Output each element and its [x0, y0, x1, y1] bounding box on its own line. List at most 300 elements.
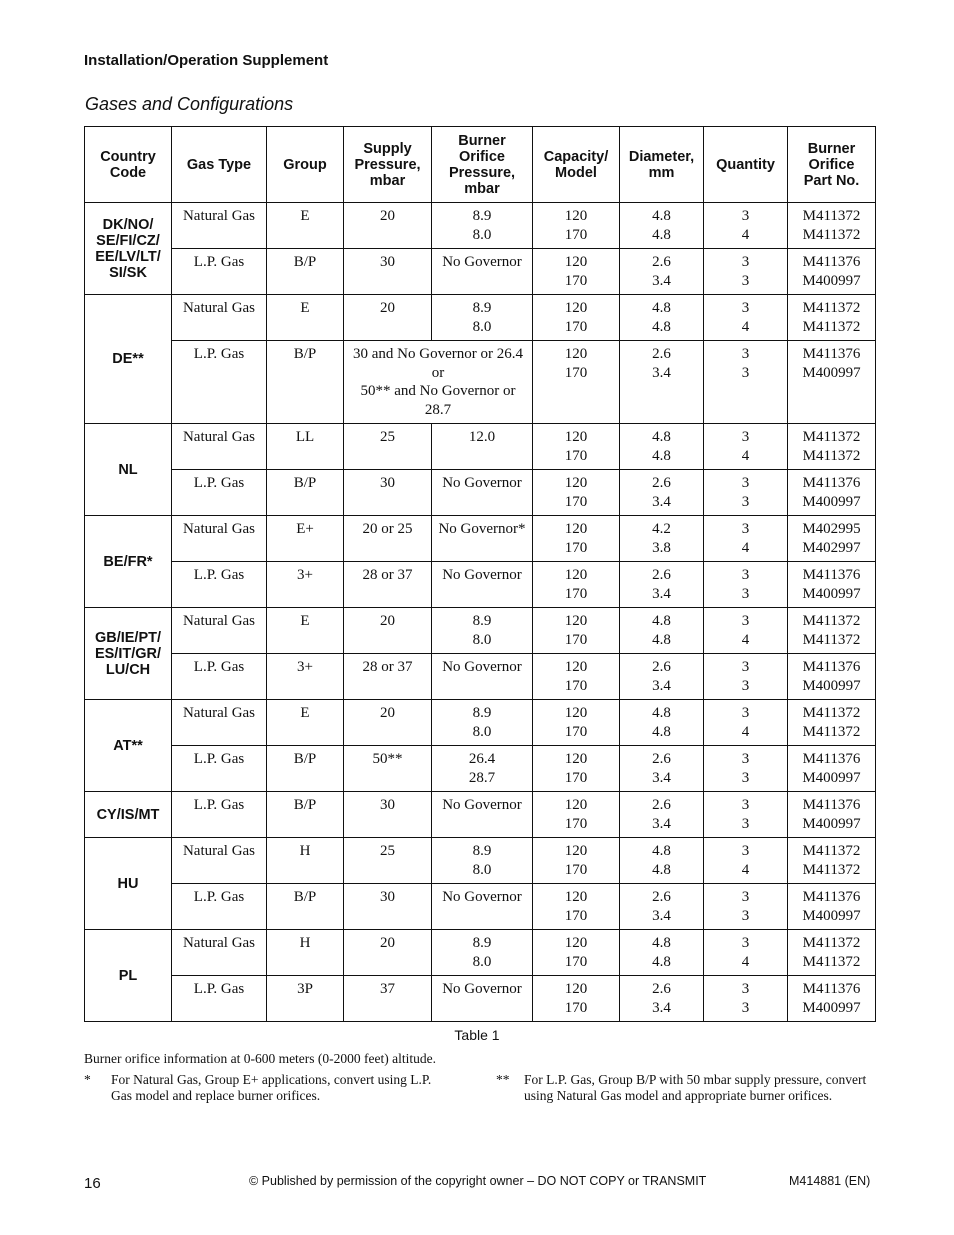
header-line: Group	[283, 156, 327, 173]
cell-value: 4	[741, 539, 750, 556]
cell-value: 30 and No Governor or 26.4	[353, 346, 523, 362]
cell-value: 120	[564, 475, 588, 491]
group-cell: 3+	[267, 654, 344, 700]
header-line: Burner	[807, 140, 856, 157]
cell-value: 2.6	[652, 751, 671, 767]
table-caption: Table 1	[454, 1027, 500, 1043]
cell-value: 8.9	[472, 208, 492, 224]
cell-value: 3	[741, 475, 750, 491]
country-code-cell	[85, 516, 172, 608]
table-row	[85, 976, 876, 1022]
cell-value: M411372	[802, 208, 861, 224]
cell-value: 8.9	[472, 843, 492, 859]
group-cell: B/P	[267, 249, 344, 295]
cell-value: 3	[741, 705, 750, 721]
group-cell: E	[267, 203, 344, 249]
orifice-pressure-cell	[432, 838, 533, 884]
cell-value: M400997	[802, 493, 861, 510]
cell-value: or	[431, 364, 445, 381]
cell-value: 4.8	[652, 208, 671, 224]
quantity-cell	[704, 295, 788, 341]
cell-value: 170	[564, 677, 588, 694]
country-code-cell	[85, 700, 172, 792]
cell-value: 170	[564, 769, 588, 786]
group-cell: B/P	[267, 792, 344, 838]
table-row	[85, 295, 876, 341]
cell-value: DE**	[112, 351, 144, 367]
cell-value: 170	[564, 999, 588, 1016]
cell-value: 120	[564, 935, 588, 951]
cell-value: 26.4	[468, 751, 496, 767]
diameter-cell	[620, 746, 704, 792]
cell-value: 170	[564, 539, 588, 556]
orifice-pressure-cell	[432, 654, 533, 700]
country-code-cell	[85, 295, 172, 424]
quantity-cell	[704, 424, 788, 470]
part-number-cell	[788, 295, 876, 341]
quantity-cell	[704, 249, 788, 295]
cell-value: 4	[741, 631, 750, 648]
cell-value: 8.0	[472, 631, 492, 648]
cell-value: 3.4	[652, 769, 671, 786]
cell-value: 3.4	[652, 999, 671, 1016]
cell-value: HU	[117, 875, 139, 892]
cell-value: 4.8	[652, 226, 671, 243]
cell-value: 28 or 37	[362, 659, 413, 675]
cell-value: M411372	[802, 613, 861, 629]
cell-value: M411372	[802, 300, 861, 316]
cell-value: No Governor	[442, 475, 522, 491]
cell-value: M411372	[802, 429, 861, 445]
quantity-cell	[704, 838, 788, 884]
cell-value: M400997	[802, 999, 861, 1016]
country-code-cell	[85, 838, 172, 930]
cell-value: 3	[741, 521, 750, 537]
cell-value: M411372	[802, 705, 861, 721]
part-number-cell	[788, 203, 876, 249]
diameter-cell	[620, 249, 704, 295]
cell-value: 120	[564, 659, 588, 675]
cell-value: 20	[380, 300, 395, 316]
part-number-cell	[788, 746, 876, 792]
cell-value: M411376	[802, 981, 861, 997]
cell-value: M411376	[802, 889, 861, 905]
cell-value: M400997	[802, 585, 861, 602]
quantity-cell	[704, 746, 788, 792]
table-body	[85, 203, 876, 1022]
capacity-model-cell	[533, 424, 620, 470]
cell-value: No Governor	[442, 659, 522, 675]
quantity-cell	[704, 203, 788, 249]
gas-type-cell: Natural Gas	[172, 700, 267, 746]
cell-value: 2.6	[652, 346, 671, 362]
cell-value: M411372	[802, 226, 861, 243]
quantity-cell	[704, 516, 788, 562]
cell-value: 28.7	[424, 401, 452, 418]
footnote-mark: **	[496, 1072, 510, 1087]
cell-value: PL	[118, 967, 138, 984]
table-row	[85, 470, 876, 516]
header-line: Orifice	[459, 148, 505, 165]
header-line: Orifice	[808, 156, 855, 173]
supply-pressure-cell	[344, 516, 432, 562]
country-code-cell	[85, 930, 172, 1022]
gas-type-cell: L.P. Gas	[172, 470, 267, 516]
part-number-cell	[788, 838, 876, 884]
cell-value: 3	[741, 613, 750, 629]
cell-value: No Governor	[442, 889, 522, 905]
capacity-model-cell	[533, 654, 620, 700]
group-cell: LL	[267, 424, 344, 470]
cell-value: 170	[564, 318, 588, 335]
diameter-cell	[620, 203, 704, 249]
cell-value: 8.9	[472, 613, 492, 629]
group-cell: B/P	[267, 470, 344, 516]
cell-value: M411376	[802, 797, 861, 813]
diameter-cell	[620, 424, 704, 470]
cell-value: 8.0	[472, 723, 492, 740]
header-line: mbar	[369, 172, 406, 189]
group-cell: E	[267, 295, 344, 341]
header-line: Gas Type	[186, 156, 252, 173]
cell-value: 170	[564, 861, 588, 878]
document-id: M414881 (EN)	[789, 1174, 871, 1188]
cell-value: 170	[564, 815, 588, 832]
cell-value: SI/SK	[109, 264, 147, 281]
header-line: Code	[109, 164, 147, 181]
cell-value: 50** and No Governor or	[360, 383, 516, 399]
quantity-cell	[704, 562, 788, 608]
cell-value: 120	[564, 429, 588, 445]
cell-value: 170	[564, 447, 588, 464]
cell-value: 120	[564, 751, 588, 767]
cell-value: 170	[564, 226, 588, 243]
group-cell: B/P	[267, 341, 344, 424]
cell-value: 3	[741, 659, 750, 675]
capacity-model-cell	[533, 516, 620, 562]
cell-value: 3	[741, 585, 750, 602]
cell-value: M400997	[802, 677, 861, 694]
table-row	[85, 249, 876, 295]
table-row	[85, 884, 876, 930]
cell-value: 4.8	[652, 447, 671, 464]
cell-value: 4.8	[652, 631, 671, 648]
table-row	[85, 838, 876, 884]
group-cell: H	[267, 930, 344, 976]
cell-value: M411372	[802, 861, 861, 878]
country-code-cell	[85, 792, 172, 838]
gas-type-cell: Natural Gas	[172, 608, 267, 654]
cell-value: 25	[380, 843, 395, 859]
cell-value: 3	[741, 751, 750, 767]
supply-pressure-cell	[344, 838, 432, 884]
table-row	[85, 516, 876, 562]
capacity-model-cell	[533, 838, 620, 884]
capacity-model-cell	[533, 203, 620, 249]
cell-value: 170	[564, 953, 588, 970]
cell-value: 120	[564, 797, 588, 813]
gas-type-cell: Natural Gas	[172, 424, 267, 470]
group-cell: E	[267, 700, 344, 746]
gas-type-cell: L.P. Gas	[172, 976, 267, 1022]
group-cell: E+	[267, 516, 344, 562]
cell-value: 8.9	[472, 935, 492, 951]
cell-value: M411372	[802, 631, 861, 648]
cell-value: M400997	[802, 769, 861, 786]
capacity-model-cell	[533, 562, 620, 608]
cell-value: 30	[380, 254, 395, 270]
cell-value: 20 or 25	[362, 521, 413, 537]
cell-value: No Governor	[442, 567, 522, 583]
cell-value: 4	[741, 953, 750, 970]
cell-value: 20	[380, 208, 395, 224]
cell-value: 4.8	[652, 935, 671, 951]
header-line: Part No.	[803, 172, 860, 189]
cell-value: 12.0	[468, 429, 496, 445]
cell-value: 3	[741, 493, 750, 510]
cell-value: 4.8	[652, 723, 671, 740]
part-number-cell	[788, 930, 876, 976]
cell-value: 3.4	[652, 364, 671, 381]
cell-value: 3	[741, 999, 750, 1016]
supply-pressure-cell	[344, 295, 432, 341]
country-code-cell	[85, 424, 172, 516]
cell-value: 3	[741, 300, 750, 316]
cell-value: CY/IS/MT	[96, 806, 160, 823]
cell-value: 2.6	[652, 475, 671, 491]
cell-value: 120	[564, 254, 588, 270]
part-number-cell	[788, 792, 876, 838]
gas-type-cell: L.P. Gas	[172, 746, 267, 792]
cell-value: 170	[564, 364, 588, 381]
capacity-model-cell	[533, 608, 620, 654]
part-number-cell	[788, 341, 876, 424]
header-line: Pressure,	[448, 164, 516, 181]
gas-type-cell: Natural Gas	[172, 930, 267, 976]
cell-value: No Governor*	[438, 521, 526, 537]
cell-value: 4.8	[652, 300, 671, 316]
cell-value: NL	[118, 461, 138, 478]
cell-value: 20	[380, 935, 395, 951]
cell-value: 8.0	[472, 953, 492, 970]
supply-pressure-cell	[344, 203, 432, 249]
capacity-model-cell	[533, 700, 620, 746]
orifice-pressure-cell	[432, 562, 533, 608]
cell-value: 8.0	[472, 226, 492, 243]
cell-value: No Governor	[442, 981, 522, 997]
gas-type-cell: L.P. Gas	[172, 562, 267, 608]
cell-value: 4	[741, 226, 750, 243]
cell-value: 170	[564, 493, 588, 510]
table-row	[85, 562, 876, 608]
orifice-pressure-cell	[432, 295, 533, 341]
column-header-gas-type	[172, 127, 267, 203]
table-row	[85, 608, 876, 654]
pressure-merged-cell	[344, 341, 533, 424]
capacity-model-cell	[533, 930, 620, 976]
supply-pressure-cell	[344, 249, 432, 295]
cell-value: 3	[741, 346, 750, 362]
cell-value: 120	[564, 567, 588, 583]
cell-value: 8.0	[472, 861, 492, 878]
supply-pressure-cell	[344, 700, 432, 746]
diameter-cell	[620, 838, 704, 884]
part-number-cell	[788, 884, 876, 930]
cell-value: M411376	[802, 254, 861, 270]
copyright-notice: © Published by permission of the copyright owner – DO NOT COPY or TRANSMIT	[249, 1174, 707, 1188]
cell-value: 3.4	[652, 677, 671, 694]
gas-type-cell: L.P. Gas	[172, 884, 267, 930]
cell-value: 2.6	[652, 659, 671, 675]
supply-pressure-cell	[344, 792, 432, 838]
cell-value: EE/LV/LT/	[95, 248, 161, 265]
supply-pressure-cell	[344, 746, 432, 792]
capacity-model-cell	[533, 295, 620, 341]
cell-value: M411376	[802, 475, 861, 491]
table-row	[85, 930, 876, 976]
cell-value: M411372	[802, 935, 861, 951]
supply-pressure-cell	[344, 424, 432, 470]
cell-value: SE/FI/CZ/	[96, 232, 160, 249]
cell-value: 2.6	[652, 567, 671, 583]
group-cell: B/P	[267, 746, 344, 792]
capacity-model-cell	[533, 746, 620, 792]
column-header-group	[267, 127, 344, 203]
cell-value: 50**	[372, 751, 403, 767]
column-header-quantity	[704, 127, 788, 203]
cell-value: 4	[741, 723, 750, 740]
cell-value: LU/CH	[105, 661, 151, 678]
orifice-pressure-cell	[432, 930, 533, 976]
quantity-cell	[704, 884, 788, 930]
orifice-pressure-cell	[432, 976, 533, 1022]
cell-value: 3	[741, 889, 750, 905]
orifice-pressure-cell	[432, 746, 533, 792]
cell-value: 3.8	[652, 539, 671, 556]
orifice-pressure-cell	[432, 424, 533, 470]
cell-value: 4	[741, 447, 750, 464]
table-row	[85, 203, 876, 249]
column-header-supply-pressure	[344, 127, 432, 203]
cell-value: M400997	[802, 364, 861, 381]
cell-value: 120	[564, 346, 588, 362]
header-line: mm	[648, 164, 675, 181]
cell-value: M411376	[802, 567, 861, 583]
table-row	[85, 654, 876, 700]
cell-value: 3	[741, 797, 750, 813]
cell-value: 120	[564, 981, 588, 997]
column-header-diameter	[620, 127, 704, 203]
orifice-pressure-cell	[432, 470, 533, 516]
part-number-cell	[788, 249, 876, 295]
table-row	[85, 341, 876, 424]
orifice-pressure-cell	[432, 792, 533, 838]
diameter-cell	[620, 976, 704, 1022]
cell-value: M411372	[802, 447, 861, 464]
cell-value: GB/IE/PT/	[94, 629, 162, 646]
cell-value: 120	[564, 889, 588, 905]
cell-value: 120	[564, 208, 588, 224]
supply-pressure-cell	[344, 976, 432, 1022]
cell-value: No Governor	[442, 254, 522, 270]
header-line: Pressure,	[354, 156, 421, 173]
cell-value: 3	[741, 815, 750, 832]
cell-value: 20	[380, 705, 395, 721]
part-number-cell	[788, 654, 876, 700]
quantity-cell	[704, 976, 788, 1022]
orifice-pressure-cell	[432, 203, 533, 249]
diameter-cell	[620, 792, 704, 838]
gas-configuration-table	[84, 126, 876, 1022]
header-line: Diameter,	[628, 148, 695, 165]
cell-value: 170	[564, 585, 588, 602]
cell-value: 28.7	[468, 769, 496, 786]
supply-pressure-cell	[344, 930, 432, 976]
orifice-pressure-cell	[432, 516, 533, 562]
orifice-pressure-cell	[432, 249, 533, 295]
country-code-cell	[85, 203, 172, 295]
section-title: Gases and Configurations	[85, 94, 294, 114]
cell-value: 3.4	[652, 585, 671, 602]
cell-value: BE/FR*	[103, 553, 153, 570]
footnote-text: For L.P. Gas, Group B/P with 50 mbar supply pressure, convert using Natural Gas model and appropriate burner orifices.	[524, 1072, 867, 1103]
cell-value: 2.6	[652, 981, 671, 997]
gas-type-cell: L.P. Gas	[172, 792, 267, 838]
footnote-mark: *	[84, 1072, 91, 1087]
supply-pressure-cell	[344, 470, 432, 516]
cell-value: 120	[564, 705, 588, 721]
cell-value: 170	[564, 272, 588, 289]
cell-value: 3	[741, 843, 750, 859]
cell-value: 3	[741, 907, 750, 924]
cell-value: 3	[741, 567, 750, 583]
diameter-cell	[620, 516, 704, 562]
supply-pressure-cell	[344, 654, 432, 700]
cell-value: 25	[380, 429, 395, 445]
column-header-burner-orifice-part-no	[788, 127, 876, 203]
supply-pressure-cell	[344, 608, 432, 654]
gas-type-cell: L.P. Gas	[172, 249, 267, 295]
diameter-cell	[620, 884, 704, 930]
diameter-cell	[620, 608, 704, 654]
group-cell: 3+	[267, 562, 344, 608]
header-line: Country	[100, 148, 156, 165]
quantity-cell	[704, 608, 788, 654]
cell-value: 4.8	[652, 318, 671, 335]
cell-value: 3.4	[652, 493, 671, 510]
cell-value: 8.0	[472, 318, 492, 335]
diameter-cell	[620, 470, 704, 516]
quantity-cell	[704, 470, 788, 516]
column-header-capacity-model	[533, 127, 620, 203]
group-cell: H	[267, 838, 344, 884]
quantity-cell	[704, 930, 788, 976]
header-line: Quantity	[716, 156, 775, 173]
cell-value: M411376	[802, 751, 861, 767]
cell-value: M411372	[802, 953, 861, 970]
cell-value: 4	[741, 318, 750, 335]
gas-type-cell: L.P. Gas	[172, 654, 267, 700]
quantity-cell	[704, 654, 788, 700]
column-header-burner-orifice-pressure	[432, 127, 533, 203]
cell-value: 3	[741, 429, 750, 445]
supply-pressure-cell	[344, 884, 432, 930]
cell-value: 30	[380, 889, 395, 905]
diameter-cell	[620, 295, 704, 341]
gas-type-cell: L.P. Gas	[172, 341, 267, 424]
cell-value: 30	[380, 475, 395, 491]
part-number-cell	[788, 516, 876, 562]
